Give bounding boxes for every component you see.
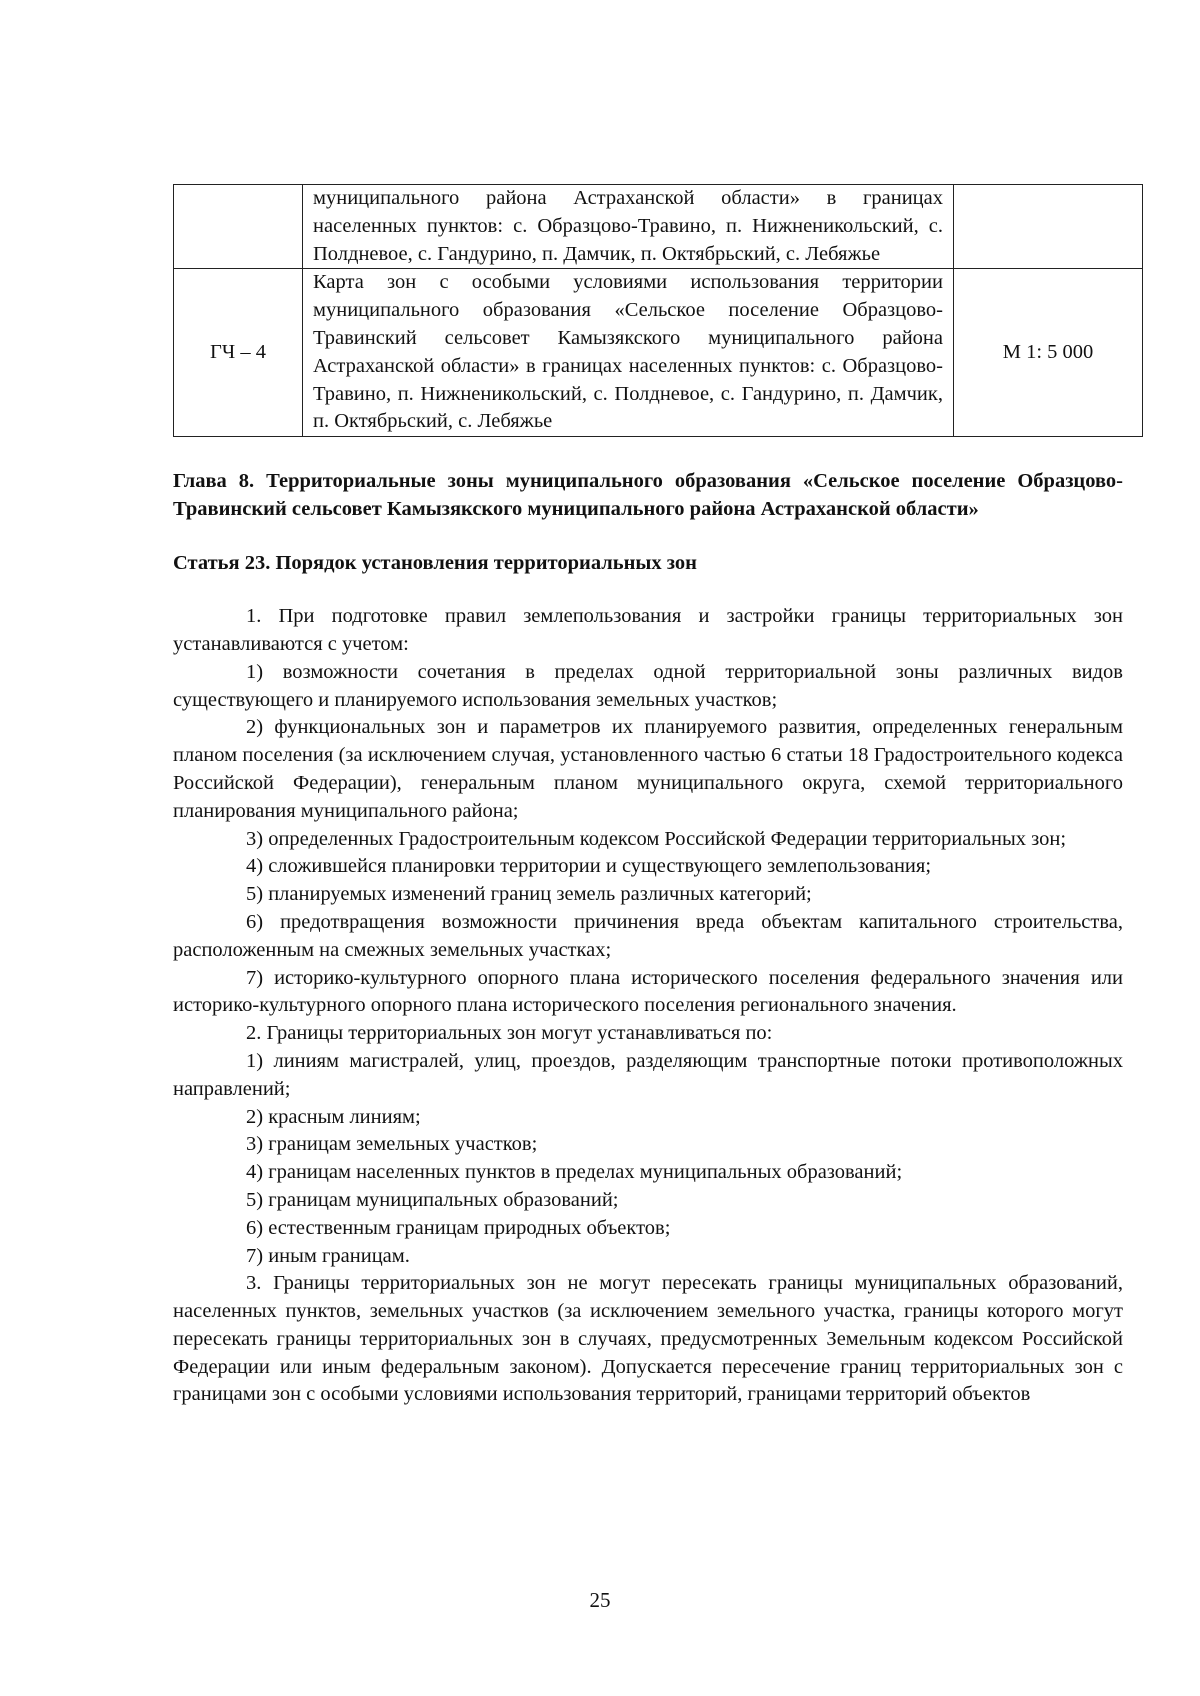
- page-content: [173, 184, 1123, 1409]
- article-title: Статья 23. Порядок установления территориальных зон: [173, 552, 697, 575]
- paragraph: 1) линиям магистралей, улиц, проездов, разделяющим транспортные потоки противоположных направлений;: [173, 1049, 1123, 1100]
- table-row: [174, 269, 1143, 437]
- paragraph: 3) границам земельных участков;: [246, 1133, 538, 1156]
- paragraph: 6) естественным границам природных объектов;: [246, 1216, 671, 1239]
- paragraph: 1) возможности сочетания в пределах одной территориальной зоны различных видов существующего и планируемого использования земельных участков;: [173, 660, 1123, 711]
- article-body: [173, 603, 1123, 1409]
- paragraph: 6) предотвращения возможности причинения вреда объектам капитального строительства, расположенным на смежных земельных участках;: [173, 910, 1123, 961]
- table-cell-code: [174, 185, 303, 269]
- paragraph: 7) историко-культурного опорного плана исторического поселения федерального значения или историко-культурного опорного плана исторического поселения регионального значения.: [173, 966, 1123, 1017]
- paragraph: 2. Границы территориальных зон могут устанавливаться по:: [246, 1022, 773, 1045]
- paragraph: 3. Границы территориальных зон не могут пересекать границы муниципальных образований, населенных пунктов, земельных участков (за исключением земельного участка, границы которого могут пересекать границы территориальных зон в случаях, предусмотренных Земельным кодексом Российской Федерации или иным федеральным законом). Допускается пересечение границ территориальных зон с границами зон с особыми условиями использования территорий, границами территорий объектов: [173, 1272, 1123, 1406]
- paragraph: 7) иным границам.: [246, 1244, 410, 1267]
- page-number: 25: [589, 1588, 611, 1612]
- paragraph: 5) границам муниципальных образований;: [246, 1188, 619, 1211]
- table-cell-code: ГЧ – 4: [174, 269, 303, 437]
- table-cell-description: муниципального района Астраханской области» в границах населенных пунктов: с. Образцово-Травино, п. Нижненикольский, с. Полдневое, с. Гандурино, п. Дамчик, п. Октябрьский, с. Лебяжье: [303, 185, 954, 269]
- paragraph: 2) красным линиям;: [246, 1105, 421, 1128]
- table-cell-scale: М 1: 5 000: [954, 269, 1143, 437]
- paragraph: 3) определенных Градостроительным кодексом Российской Федерации территориальных зон;: [246, 827, 1067, 850]
- paragraph: 4) сложившейся планировки территории и существующего землепользования;: [246, 855, 932, 878]
- paragraph: 2) функциональных зон и параметров их планируемого развития, определенных генеральным планом поселения (за исключением случая, установленного частью 6 статьи 18 Градостроительного кодекса Российской Федерации), генеральным планом муниципального округа, схемой территориального планирования муниципального района;: [173, 716, 1123, 822]
- paragraph: 4) границам населенных пунктов в пределах муниципальных образований;: [246, 1161, 903, 1184]
- table-row: [174, 185, 1143, 269]
- paragraph: 5) планируемых изменений границ земель различных категорий;: [246, 883, 812, 906]
- table-cell-scale: [954, 185, 1143, 269]
- paragraph: 1. При подготовке правил землепользования и застройки границы территориальных зон устанавливаются с учетом:: [173, 605, 1123, 655]
- maps-table: [173, 184, 1143, 437]
- chapter-title: Глава 8. Территориальные зоны муниципального образования «Сельское поселение Образцово-Травинский сельсовет Камызякского муниципального района Астраханской области»: [173, 470, 1123, 521]
- table-cell-description: Карта зон с особыми условиями использования территории муниципального образования «Сельское поселение Образцово-Травинский сельсовет Камызякского муниципального района Астраханской области» в границах населенных пунктов: с. Образцово-Травино, п. Нижненикольский, с. Полдневое, с. Гандурино, п. Дамчик, п. Октябрьский, с. Лебяжье: [303, 269, 954, 437]
